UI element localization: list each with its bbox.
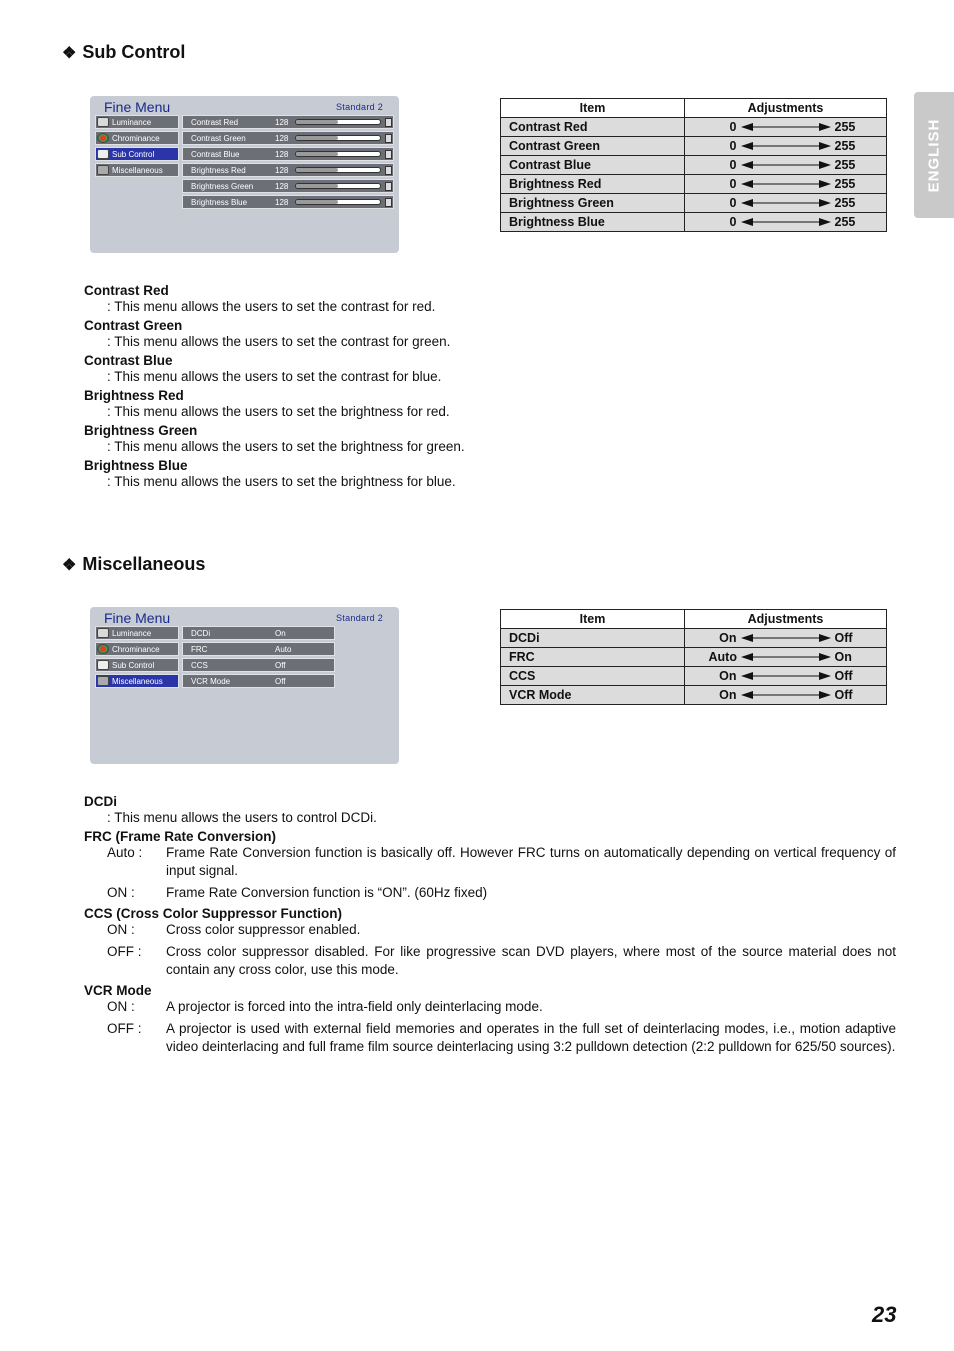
osd-setting-label: Contrast Blue (191, 149, 240, 159)
description-text: : This menu allows the users to set the brightness for blue. (107, 474, 456, 489)
term-dcdi: DCDi (84, 794, 117, 809)
osd-slider (295, 135, 381, 141)
slider-handle-icon (385, 182, 392, 191)
chrominance-icon (97, 644, 109, 654)
double-arrow-icon (741, 179, 831, 189)
description-term: Contrast Blue (84, 353, 173, 368)
osd-left-menu (95, 626, 179, 688)
range-to: 255 (834, 120, 856, 134)
range-to: 255 (834, 177, 856, 191)
osd-item-miscellaneous (95, 163, 179, 177)
range-to: Off (834, 631, 853, 645)
osd-sub-control-rows (182, 115, 394, 209)
osd-mode: Standard 2 (336, 613, 384, 623)
table-cell-adjustment (685, 137, 887, 156)
page-number: 23 (872, 1302, 897, 1327)
range-from: 0 (729, 139, 737, 153)
range-from: On (719, 688, 737, 702)
osd-setting-label: DCDi (191, 628, 211, 638)
table-cell-adjustment (685, 213, 887, 232)
description-text: : This menu allows the users to set the brightness for red. (107, 404, 450, 419)
osd-setting-row (182, 147, 394, 161)
term-vcr-mode: VCR Mode (84, 983, 152, 998)
osd-item-label: Chrominance (112, 644, 160, 654)
term-frc: FRC (Frame Rate Conversion) (84, 829, 277, 844)
table-cell-item: Brightness Blue (501, 213, 685, 232)
table-row (501, 175, 887, 194)
double-arrow-icon (741, 690, 831, 700)
osd-setting-value: Off (275, 660, 286, 670)
adjustment-range (685, 669, 886, 683)
range-from: 0 (729, 196, 737, 210)
slider-handle-icon (385, 198, 392, 207)
adjustment-range (685, 196, 886, 210)
option-text: Cross color suppressor enabled. (166, 922, 361, 937)
table-cell-adjustment (685, 686, 887, 705)
adjustment-range (685, 139, 886, 153)
adjustment-range (685, 120, 886, 134)
table-row (501, 648, 887, 667)
osd-setting-label: Contrast Red (191, 117, 239, 127)
double-arrow-icon (741, 652, 831, 662)
adjustment-range (685, 215, 886, 229)
range-to: Off (834, 688, 853, 702)
osd-setting-value: 128 (275, 117, 289, 127)
table-header-adjustments: Adjustments (685, 610, 887, 629)
table-cell-item: CCS (501, 667, 685, 686)
option-key: ON : (107, 922, 135, 937)
table-cell-item: Contrast Blue (501, 156, 685, 175)
misc-heading (62, 554, 205, 575)
definition-dcdi: : This menu allows the users to control DCDi. (107, 810, 377, 825)
adjustment-range (685, 650, 886, 664)
misc-title: Miscellaneous (82, 554, 206, 574)
osd-setting-value: 128 (275, 133, 289, 143)
range-from: 0 (729, 215, 737, 229)
osd-setting-value: 128 (275, 149, 289, 159)
osd-title: Fine Menu (104, 610, 171, 626)
description-text: : This menu allows the users to set the contrast for red. (107, 299, 436, 314)
double-arrow-icon (741, 217, 831, 227)
osd-slider (295, 119, 381, 125)
misc-descriptions (84, 792, 904, 1060)
option-text: Cross color suppressor disabled. For like progressive scan DVD players, where most of the source material does not contain any cross color, use this mode. (166, 944, 896, 977)
osd-item-label: Sub Control (112, 660, 155, 670)
double-arrow-icon (741, 633, 831, 643)
option-key: ON : (107, 999, 135, 1014)
range-from: Auto (708, 650, 737, 664)
osd-slider (295, 151, 381, 157)
table-row (501, 686, 887, 705)
osd-item-chrominance (95, 642, 179, 656)
table-cell-item: Brightness Red (501, 175, 685, 194)
miscellaneous-icon (97, 165, 109, 175)
table-header-item: Item (501, 99, 685, 118)
luminance-icon (97, 628, 109, 638)
adjustment-range (685, 631, 886, 645)
osd-item-label: Chrominance (112, 133, 160, 143)
osd-setting-value: Auto (275, 644, 292, 654)
ccs-option (84, 943, 904, 979)
sub-control-icon (97, 660, 109, 670)
range-to: 255 (834, 215, 856, 229)
table-row (501, 213, 887, 232)
table-cell-adjustment (685, 194, 887, 213)
osd-item-label: Miscellaneous (112, 165, 163, 175)
slider-handle-icon (385, 150, 392, 159)
osd-title: Fine Menu (104, 99, 171, 115)
osd-item-sub-control (95, 147, 179, 161)
range-to: On (834, 650, 852, 664)
osd-item-sub-control (95, 658, 179, 672)
osd-setting-row (182, 658, 335, 672)
osd-slider-fill (296, 120, 338, 124)
table-row (501, 156, 887, 175)
osd-slider (295, 183, 381, 189)
osd-left-menu (95, 115, 179, 177)
slider-handle-icon (385, 118, 392, 127)
osd-item-label: Luminance (112, 628, 152, 638)
osd-setting-label: Contrast Green (191, 133, 246, 143)
osd-setting-value: Off (275, 676, 286, 686)
osd-setting-value: 128 (275, 197, 289, 207)
description-term: Brightness Red (84, 388, 184, 403)
range-to: 255 (834, 139, 856, 153)
table-cell-adjustment (685, 156, 887, 175)
double-arrow-icon (741, 141, 831, 151)
chrominance-icon (97, 133, 109, 143)
osd-setting-row (182, 163, 394, 177)
osd-slider-fill (296, 168, 338, 172)
table-cell-adjustment (685, 648, 887, 667)
option-text: Frame Rate Conversion function is “ON”. (60Hz fixed) (166, 885, 488, 900)
osd-slider-fill (296, 200, 338, 204)
frc-option (84, 844, 904, 880)
osd-setting-value: 128 (275, 181, 289, 191)
range-to: 255 (834, 158, 856, 172)
option-text: A projector is forced into the intra-field only deinterlacing mode. (166, 999, 543, 1014)
vcr-option (84, 1020, 904, 1056)
misc-osd-screenshot (90, 607, 399, 764)
option-key: ON : (107, 885, 135, 900)
adjustment-range (685, 177, 886, 191)
range-from: 0 (729, 177, 737, 191)
osd-item-label: Miscellaneous (112, 676, 163, 686)
osd-slider-fill (296, 136, 338, 140)
osd-slider (295, 167, 381, 173)
double-arrow-icon (741, 198, 831, 208)
miscellaneous-icon (97, 676, 109, 686)
osd-setting-row (182, 642, 335, 656)
option-text: Frame Rate Conversion function is basically off. However FRC turns on automatically depending on vertical frequency of input signal. (166, 845, 896, 878)
table-cell-adjustment (685, 175, 887, 194)
table-row (501, 118, 887, 137)
table-header-adjustments: Adjustments (685, 99, 887, 118)
frc-option (84, 884, 904, 902)
sub-control-osd-screenshot (90, 96, 399, 253)
double-arrow-icon (741, 122, 831, 132)
osd-setting-label: VCR Mode (191, 676, 231, 686)
language-side-tab (914, 92, 954, 218)
ccs-option (84, 921, 904, 939)
table-cell-item: Brightness Green (501, 194, 685, 213)
description-text: : This menu allows the users to set the brightness for green. (107, 439, 465, 454)
sub-control-descriptions (84, 281, 504, 493)
option-key: OFF : (107, 944, 142, 959)
slider-handle-icon (385, 134, 392, 143)
option-key: OFF : (107, 1021, 142, 1036)
table-cell-adjustment (685, 118, 887, 137)
sub-control-title: Sub Control (82, 42, 186, 62)
adjustment-range (685, 158, 886, 172)
sub-control-heading (62, 42, 185, 63)
table-cell-item: Contrast Red (501, 118, 685, 137)
diamond-bullet-icon: ❖ (62, 44, 77, 62)
table-header-item: Item (501, 610, 685, 629)
misc-table (500, 609, 887, 705)
osd-setting-label: FRC (191, 644, 208, 654)
range-from: 0 (729, 158, 737, 172)
range-from: On (719, 631, 737, 645)
description-text: : This menu allows the users to set the contrast for green. (107, 334, 451, 349)
description-text: : This menu allows the users to set the contrast for blue. (107, 369, 442, 384)
osd-setting-row (182, 195, 394, 209)
luminance-icon (97, 117, 109, 127)
osd-item-chrominance (95, 131, 179, 145)
osd-mode: Standard 2 (336, 102, 384, 112)
range-from: On (719, 669, 737, 683)
description-term: Brightness Blue (84, 458, 188, 473)
range-from: 0 (729, 120, 737, 134)
adjustment-range (685, 688, 886, 702)
osd-slider-fill (296, 152, 338, 156)
osd-item-luminance (95, 115, 179, 129)
osd-setting-label: Brightness Red (191, 165, 246, 175)
osd-setting-row (182, 131, 394, 145)
description-term: Contrast Green (84, 318, 183, 333)
table-row (501, 194, 887, 213)
osd-item-label: Luminance (112, 117, 152, 127)
osd-item-miscellaneous (95, 674, 179, 688)
osd-setting-label: Brightness Green (191, 181, 254, 191)
vcr-option (84, 998, 904, 1016)
osd-setting-value: 128 (275, 165, 289, 175)
table-cell-adjustment (685, 667, 887, 686)
table-cell-adjustment (685, 629, 887, 648)
side-tab-label: ENGLISH (925, 118, 943, 192)
osd-setting-row (182, 115, 394, 129)
range-to: Off (834, 669, 853, 683)
range-to: 255 (834, 196, 856, 210)
osd-misc-rows (182, 626, 335, 688)
osd-setting-row (182, 626, 335, 640)
description-term: Brightness Green (84, 423, 198, 438)
osd-setting-label: Brightness Blue (191, 197, 248, 207)
table-row (501, 629, 887, 648)
table-cell-item: DCDi (501, 629, 685, 648)
double-arrow-icon (741, 671, 831, 681)
osd-setting-value: On (275, 628, 286, 638)
osd-item-label: Sub Control (112, 149, 155, 159)
sub-control-icon (97, 149, 109, 159)
description-term: Contrast Red (84, 283, 169, 298)
osd-slider-fill (296, 184, 338, 188)
sub-control-table (500, 98, 887, 232)
osd-slider (295, 199, 381, 205)
option-text: A projector is used with external field memories and operates in the full set of deinterlacing modes, i.e., motion adaptive video deinterlacing and full frame film source deinterlacing using 3:2 pulldown detection (2:2 pulldown for 625/50 sources). (166, 1021, 896, 1054)
table-row (501, 137, 887, 156)
osd-setting-row (182, 179, 394, 193)
table-cell-item: Contrast Green (501, 137, 685, 156)
term-ccs: CCS (Cross Color Suppressor Function) (84, 906, 343, 921)
table-cell-item: FRC (501, 648, 685, 667)
slider-handle-icon (385, 166, 392, 175)
double-arrow-icon (741, 160, 831, 170)
osd-item-luminance (95, 626, 179, 640)
diamond-bullet-icon: ❖ (62, 556, 77, 574)
option-key: Auto : (107, 845, 143, 860)
table-row (501, 667, 887, 686)
table-cell-item: VCR Mode (501, 686, 685, 705)
osd-setting-label: CCS (191, 660, 208, 670)
osd-setting-row (182, 674, 335, 688)
